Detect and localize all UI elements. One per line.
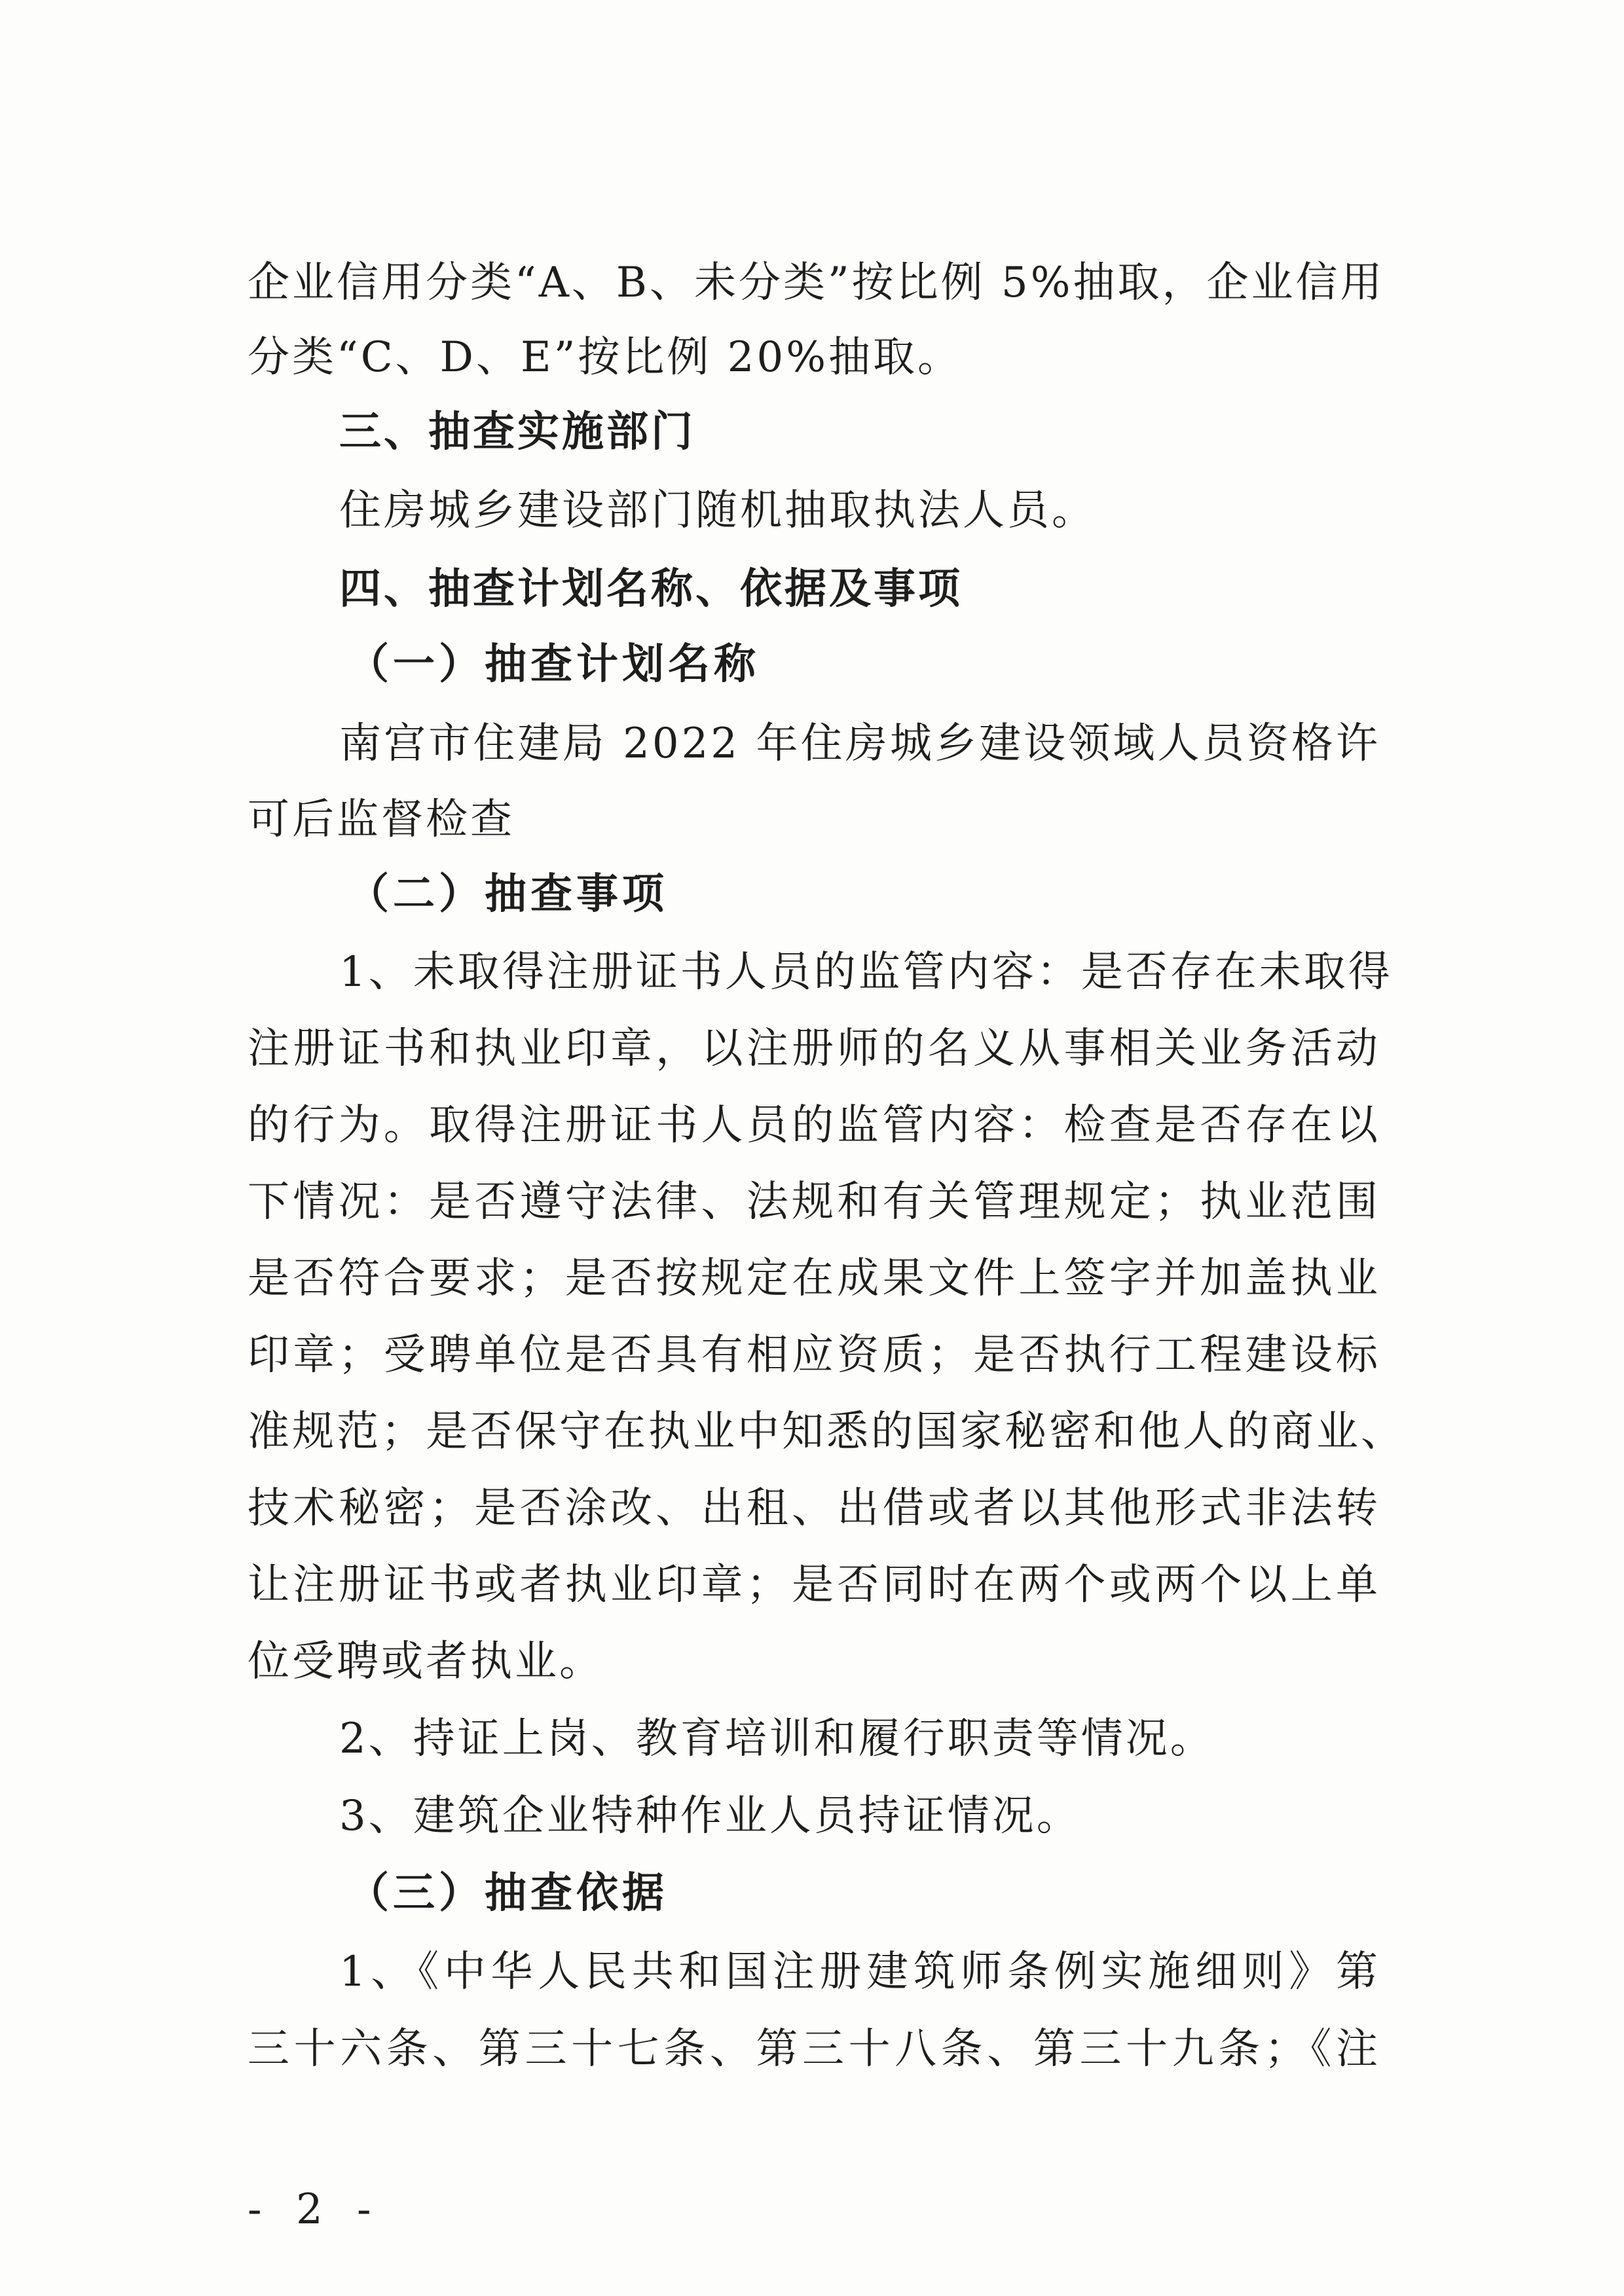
- page-number: - 2 -: [248, 2185, 382, 2234]
- body-line: 3、建筑企业特种作业人员持证情况。: [339, 1792, 1081, 1840]
- body-line: 企业信用分类“A、B、未分类”按比例 5%抽取，企业信用: [248, 259, 1385, 307]
- body-line: 住房城乡建设部门随机抽取执法人员。: [339, 486, 1096, 535]
- sub-heading: （三）抽查依据: [347, 1869, 668, 1918]
- body-line: 下情况：是否遵守法律、法规和有关管理规定；执业范围: [248, 1178, 1380, 1226]
- body-line: 印章；受聘单位是否具有相应资质；是否执行工程建设标: [248, 1331, 1380, 1379]
- section-heading: 四、抽查计划名称、依据及事项: [339, 565, 963, 613]
- body-line: 1、《中华人民共和国注册建筑师条例实施细则》第: [339, 1948, 1380, 1996]
- body-line: 分类“C、D、E”按比例 20%抽取。: [248, 333, 963, 382]
- sub-heading: （一）抽查计划名称: [347, 640, 760, 689]
- section-heading: 三、抽查实施部门: [339, 408, 695, 456]
- body-line: 注册证书和执业印章，以注册师的名义从事相关业务活动: [248, 1025, 1380, 1073]
- body-line: 是否符合要求；是否按规定在成果文件上签字并加盖执业: [248, 1254, 1380, 1303]
- body-line: 1、未取得注册证书人员的监管内容：是否存在未取得: [339, 948, 1393, 996]
- body-line: 2、持证上岗、教育培训和履行职责等情况。: [339, 1715, 1215, 1763]
- sub-heading: （二）抽查事项: [347, 870, 668, 919]
- body-line: 南宫市住建局 2022 年住房城乡建设领域人员资格许: [339, 720, 1380, 768]
- body-line: 让注册证书或者执业印章；是否同时在两个或两个以上单: [248, 1561, 1380, 1609]
- body-line: 的行为。取得注册证书人员的监管内容：检查是否存在以: [248, 1101, 1380, 1150]
- body-line: 准规范；是否保守在执业中知悉的国家秘密和他人的商业、: [248, 1408, 1405, 1456]
- body-line: 三十六条、第三十七条、第三十八条、第三十九条；《注: [248, 2025, 1380, 2073]
- body-line: 可后监督检查: [248, 795, 515, 844]
- body-line: 位受聘或者执业。: [248, 1637, 604, 1686]
- body-line: 技术秘密；是否涂改、出租、出借或者以其他形式非法转: [248, 1484, 1380, 1533]
